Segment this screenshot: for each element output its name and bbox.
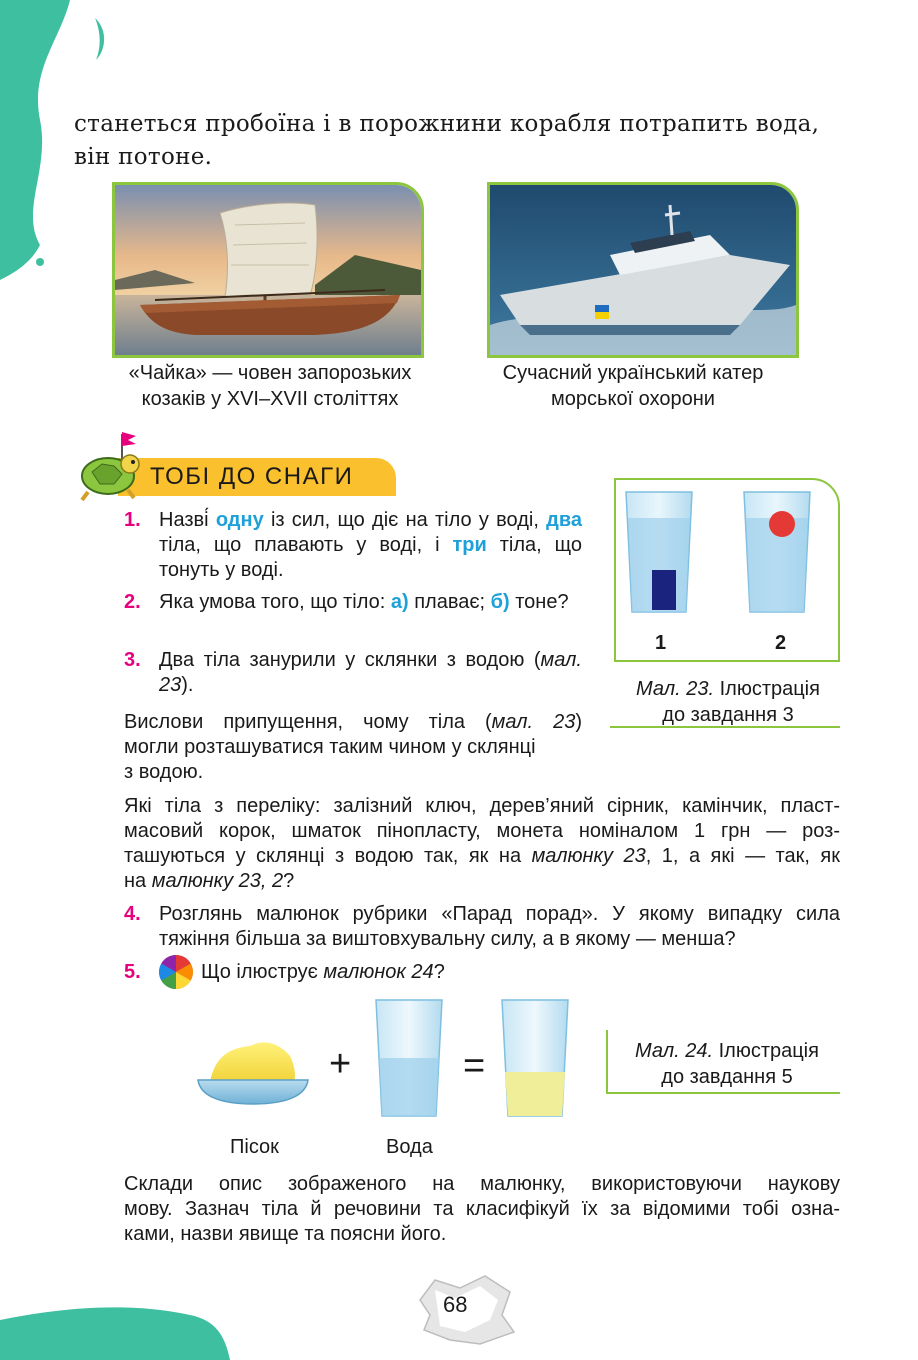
p1-text-c: ) [575,711,582,733]
p2-l3-text-c: , 1, а які — так, як [645,845,840,867]
paragraph-objects-line-4 [124,869,840,894]
figure-23-label-1: 1 [655,632,667,654]
task-2-text-e: тоне? [509,591,569,613]
decorative-wave-bottom-left [0,1290,240,1360]
paragraph-objects-line-3 [124,844,840,869]
task-3 [124,648,582,700]
task-1-keyword-one: одну [215,509,264,531]
p2-l3-text-a: ташуються у склянці з водою так, як на [124,845,532,867]
task-3-number: 3. [124,649,141,671]
task-5-ref-fig24: малюнок 24 [323,961,434,983]
paragraph-describe-line-1: Склади опис зображеного на малюнку, використовуючи наукову [124,1173,840,1195]
task-1-text-a: Назві́ [159,509,209,531]
task-2-option-a: а) [390,591,409,613]
paragraph-describe-line-2: мову. Зазнач тіла й речовини та класифікуй їх за відомими тобі озна- [124,1198,840,1220]
figure-23-caption [610,676,846,728]
task-3-text-a: Два тіла занурили у склянки з водою [159,649,525,671]
p2-l4-text-a: на [124,870,152,892]
figure-23-caption-line-2: до завдання 3 [662,704,794,726]
figure-24-label-water: Вода [386,1136,433,1158]
task-2-text-a: Яка умова того, що тіло: [159,591,391,613]
p2-l4-text-c: ? [283,870,295,892]
task-5-text [201,960,445,985]
figure-24-caption-rule [606,1092,840,1094]
figure-24-caption-line-2: до завдання 5 [661,1066,793,1088]
figure-24-illustration [190,996,590,1126]
paragraph-hypothesis [124,710,582,785]
figure-24-caption [614,1038,840,1090]
caption-chaika-line-2: козаків у XVI–XVII століттях [141,388,399,410]
paragraph-hypothesis-line-2: могли розташуватися таким чином у склянці [124,736,536,758]
task-2-number: 2. [124,591,141,613]
figure-23-caption-label: Мал. 23. [636,678,715,700]
task-4-number: 4. [124,903,141,925]
caption-patrol-line-2: морської охорони [551,388,715,410]
task-1 [124,508,582,584]
task-2-text-c: плаває; [408,591,486,613]
figure-24-caption-label: Мал. 24. [635,1040,714,1062]
task-1-text-g: тіла, [486,534,542,556]
p1-ref-fig23: мал. 23 [491,711,576,733]
figure-24-caption-frame [606,1030,608,1094]
task-4-line-1: Розглянь малюнок рубрики «Парад порад». У якому випадку сила [159,903,840,925]
paragraph-describe [124,1172,840,1247]
paragraph-objects-line-2: масовий корок, шматок пінопласту, монета номіналом 1 грн — роз- [124,820,840,842]
bowl-with-sand [198,1042,308,1104]
figure-23-caption-title: Ілюстрація [714,678,820,700]
p1-text-a: Вислови припущення, чому тіла ( [124,711,492,733]
glass-water [376,1000,442,1116]
task-5-number: 5. [124,961,141,983]
patrol-boat-image [490,185,796,355]
caption-patrol-boat [468,360,798,412]
chaika-boat-image [115,185,421,355]
p2-l4-ref: малюнку 23, 2 [151,870,284,892]
task-2-option-b: б) [490,591,510,613]
paragraph-hypothesis-line-1 [124,710,582,735]
paragraph-hypothesis-line-3: з водою. [124,761,204,783]
figure-23-caption-rule [610,726,840,728]
glass-2 [744,492,810,612]
task-5-text-a: Що ілюструє [201,961,324,983]
figure-24-plus-sign: + [329,1043,352,1085]
caption-patrol-line-1: Сучасний український катер [502,362,764,384]
paragraph-describe-line-3: ками, назви явище та поясни його. [124,1223,447,1245]
glass-1 [626,492,692,612]
intro-text [74,108,840,174]
paragraph-objects-list [124,794,840,894]
figure-23-label-2: 2 [775,632,787,654]
photo-patrol-boat [487,182,799,358]
turtle-mascot-icon [70,424,160,504]
page-number: 68 [443,1292,468,1317]
task-5-text-c: ? [433,961,445,983]
task-1-keyword-three: три [452,534,487,556]
task-4-line-2: тяжіння більша за виштовхувальну силу, а в якому — менша? [159,928,736,950]
figure-24-equals-sign: = [463,1045,486,1087]
task-1-text-e: тіла, що плавають у воді, і [159,534,453,556]
p2-l3-ref: малюнку 23 [531,845,646,867]
figure-23-caption-line-1 [610,676,846,702]
figure-24-label-sand: Пісок [230,1136,279,1158]
caption-chaika-line-1: «Чайка» — човен запорозьких [128,362,412,384]
figure-24-caption-title: Ілюстрація [713,1040,819,1062]
paragraph-objects-line-1: Які тіла з переліку: залізний ключ, дерев’яний сірник, камінчик, пласт- [124,795,840,817]
intro-line-2: він потоне. [74,144,213,170]
task-1-keyword-two: два [546,509,582,531]
photo-chaika-boat [112,182,424,358]
task-1-text-c: із сил, що діє на тіло у воді, [263,509,539,531]
caption-chaika [100,360,440,412]
task-1-text-h: що тонуть у воді. [159,534,582,581]
task-2 [124,590,582,642]
task-3-ref-fig23: мал. 23 [159,649,582,696]
glass-mixture [502,1000,568,1116]
section-title: ТОБІ ДО СНАГИ [150,463,354,490]
figure-23-glasses [620,488,830,628]
figure-24-caption-line-1 [614,1038,840,1064]
color-wheel-icon [158,954,194,990]
task-1-number: 1. [124,509,141,531]
intro-line-1: станеться пробоїна і в порожнини корабля потрапить вода, [74,111,820,137]
task-3-paren-close: ). [181,674,194,696]
task-3-paren-open: ( [533,649,541,671]
